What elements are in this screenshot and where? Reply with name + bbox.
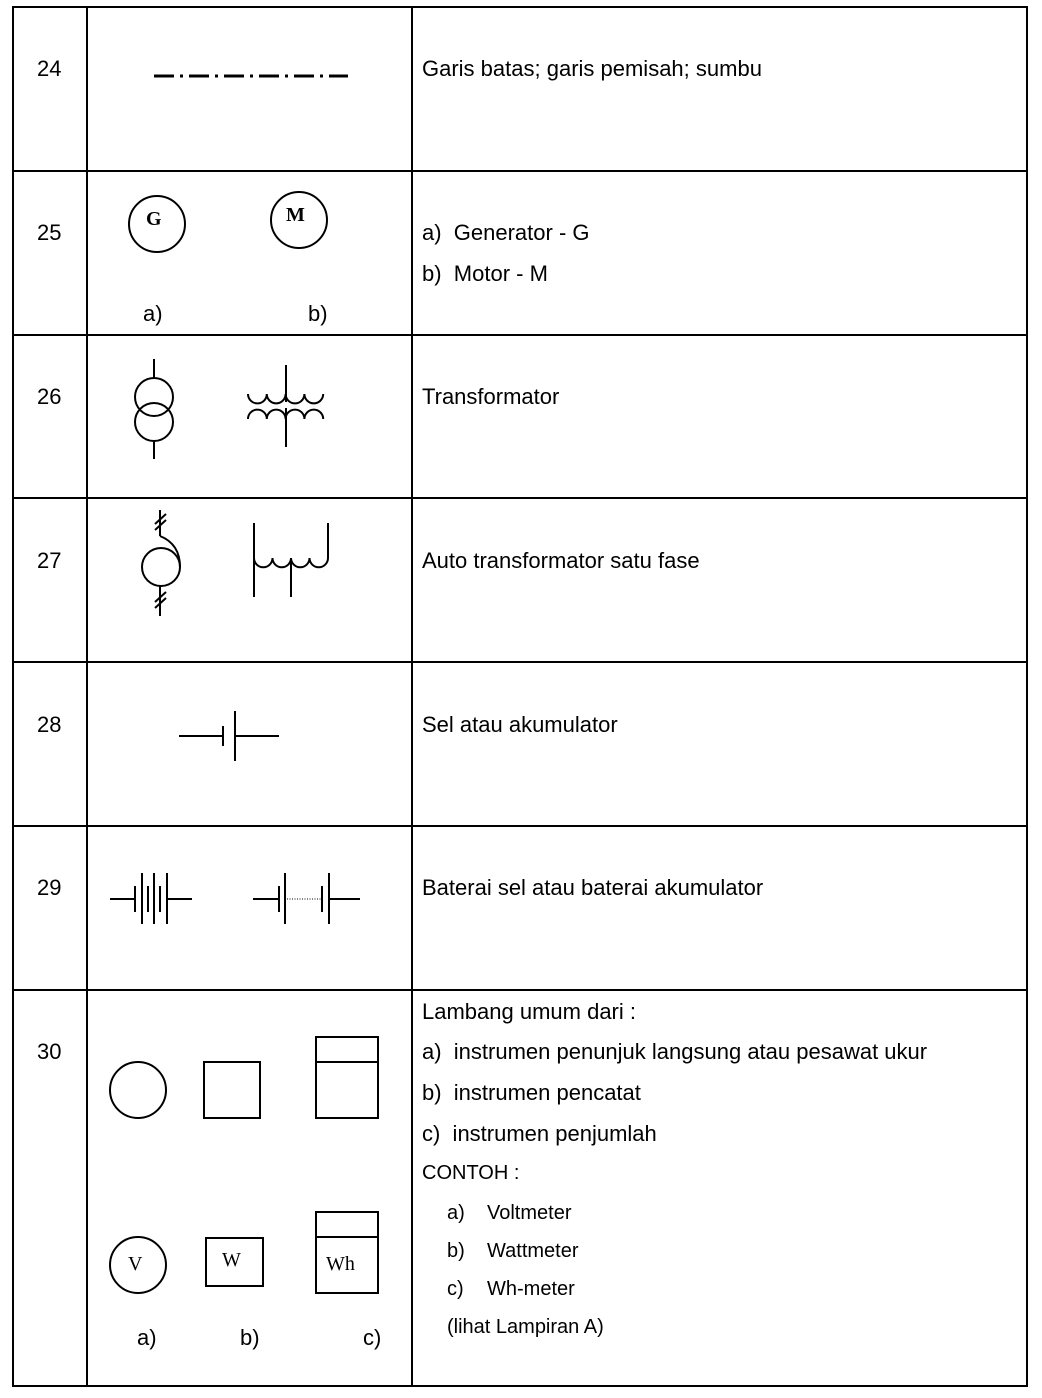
example-value: Wattmeter xyxy=(487,1240,579,1262)
row-number: 25 xyxy=(37,220,62,245)
example-key: c) xyxy=(447,1278,464,1300)
description-line: b) instrumen pencatat xyxy=(422,1080,641,1105)
description: Sel atau akumulator xyxy=(422,712,618,737)
example-key: a) xyxy=(447,1202,465,1224)
integrating-instrument-symbol xyxy=(316,1037,378,1118)
battery-symbol xyxy=(110,873,192,924)
row-number: 26 xyxy=(37,384,62,409)
symbol-label: b) xyxy=(240,1325,260,1350)
reference-note: (lihat Lampiran A) xyxy=(447,1316,604,1338)
example-key: b) xyxy=(447,1240,465,1262)
row-number: 30 xyxy=(37,1039,62,1064)
wh-meter-letter: Wh xyxy=(326,1253,355,1275)
symbol-label: c) xyxy=(363,1325,382,1350)
autotransformer-circle-symbol xyxy=(142,510,180,616)
example-value: Voltmeter xyxy=(487,1202,572,1224)
description: Garis batas; garis pemisah; sumbu xyxy=(422,56,762,81)
cell-symbol xyxy=(179,711,279,761)
description-line: a) Generator - G xyxy=(422,220,590,245)
symbol-label: a) xyxy=(143,301,163,326)
symbol-label: a) xyxy=(137,1325,157,1350)
example-heading: CONTOH : xyxy=(422,1162,520,1184)
description-line: Lambang umum dari : xyxy=(422,999,636,1024)
description: Baterai sel atau baterai akumulator xyxy=(422,875,764,900)
row-number: 28 xyxy=(37,712,62,737)
table-borders xyxy=(13,7,1027,1386)
recording-instrument-symbol xyxy=(204,1062,260,1118)
description-line: a) instrumen penunjuk langsung atau pesawat ukur xyxy=(422,1039,928,1064)
indicating-instrument-symbol xyxy=(110,1062,166,1118)
transformer-circles-symbol xyxy=(135,359,173,459)
motor-letter: M xyxy=(286,204,305,226)
row-number: 29 xyxy=(37,875,62,900)
example-value: Wh-meter xyxy=(487,1278,575,1300)
autotransformer-coil-symbol xyxy=(254,523,328,597)
battery-dotted-symbol xyxy=(253,873,360,924)
description: Transformator xyxy=(422,384,560,409)
symbol-label: b) xyxy=(308,301,328,326)
wattmeter-letter: W xyxy=(222,1249,241,1271)
description-line: b) Motor - M xyxy=(422,261,548,286)
voltmeter-letter: V xyxy=(128,1253,143,1275)
transformer-coils-symbol xyxy=(248,365,323,447)
generator-letter: G xyxy=(146,208,162,230)
description: Auto transformator satu fase xyxy=(422,548,700,573)
row-number: 24 xyxy=(37,56,62,81)
row-number: 27 xyxy=(37,548,62,573)
description-line: c) instrumen penjumlah xyxy=(422,1121,657,1146)
